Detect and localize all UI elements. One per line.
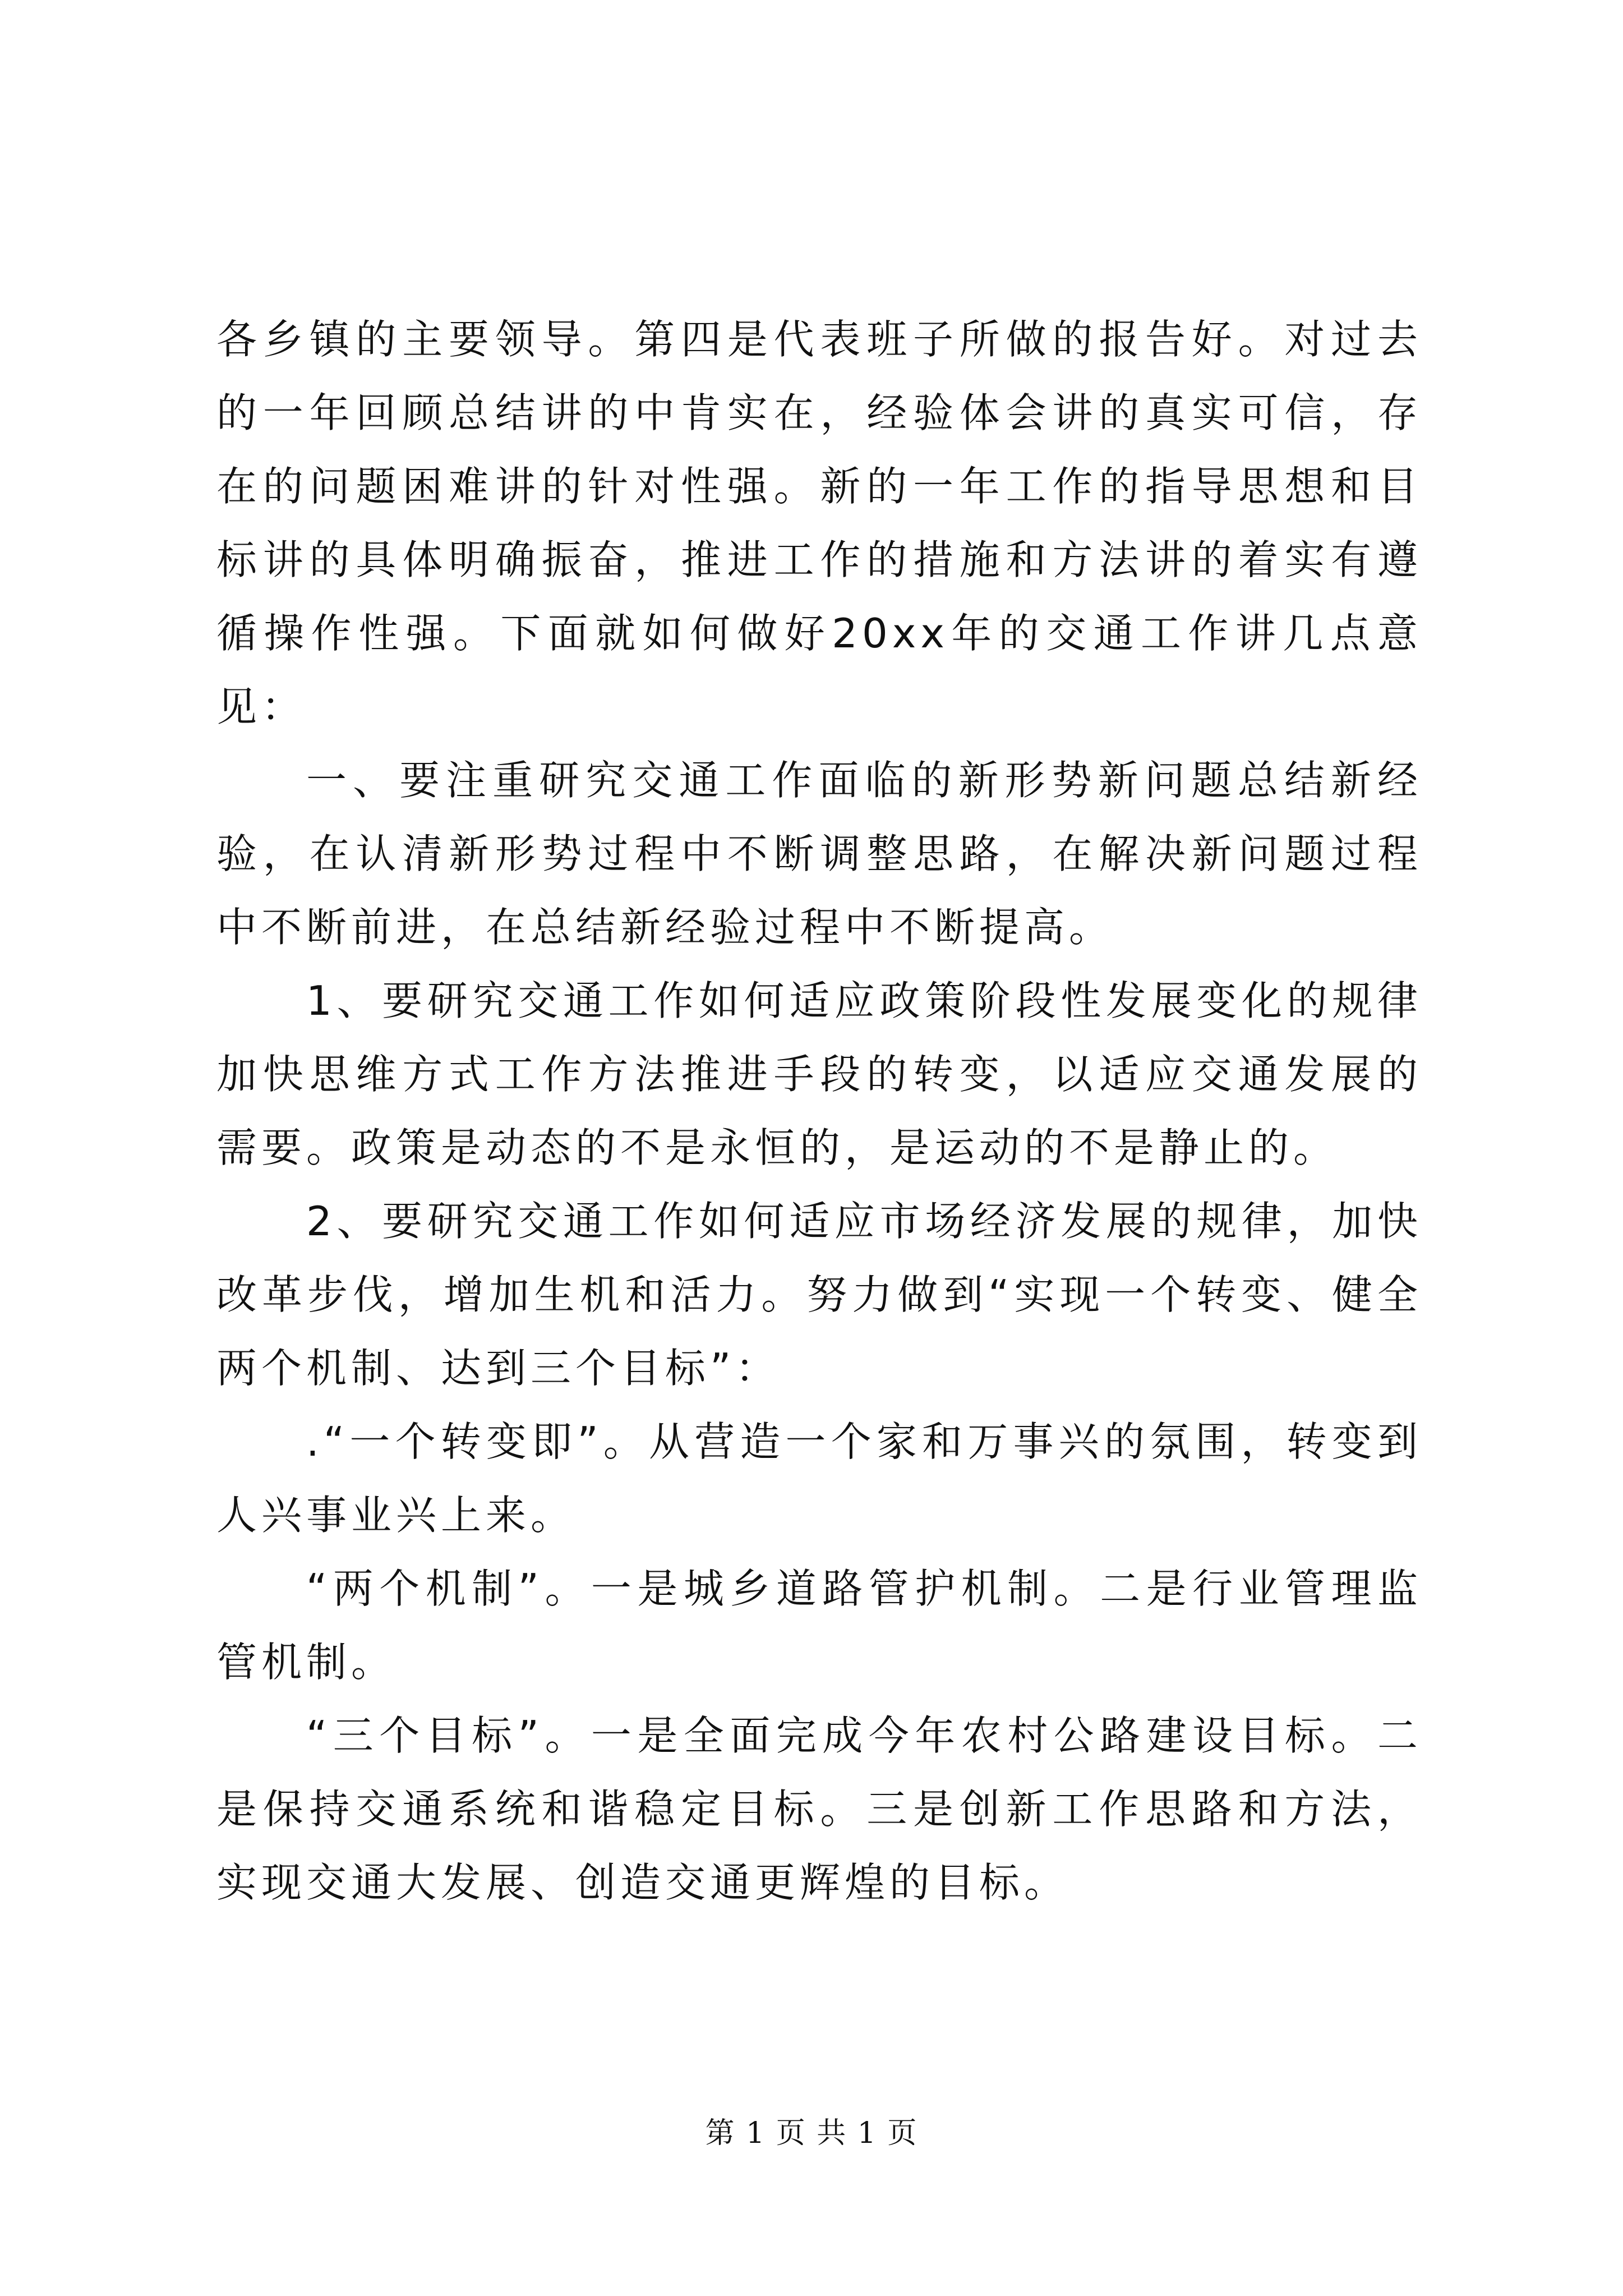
paragraph-section-one: 一、要注重研究交通工作面临的新形势新问题总结新经验，在认清新形势过程中不断调整思路，在解决新问题过程中不断前进，在总结新经验过程中不断提高。 <box>216 757 1422 951</box>
paragraph-one-transformation: .“一个转变即”。从营造一个家和万事兴的氛围，转变到人兴事业兴上来。 <box>216 1418 1422 1539</box>
document-body <box>216 303 1422 1920</box>
paragraph-item-one: 1、要研究交通工作如何适应政策阶段性发展变化的规律加快思维方式工作方法推进手段的转变，以适应交通发展的需要。政策是动态的不是永恒的，是运动的不是静止的。 <box>216 977 1422 1171</box>
paragraph-continuation: 各乡镇的主要领导。第四是代表班子所做的报告好。对过去的一年回顾总结讲的中肯实在，经验体会讲的真实可信，存在的问题困难讲的针对性强。新的一年工作的指导思想和目标讲的具体明确振奋，推进工作的措施和方法讲的着实有遵循操作性强。下面就如何做好20xx年的交通工作讲几点意见： <box>216 316 1422 730</box>
paragraph-two-mechanisms: “两个机制”。一是城乡道路管护机制。二是行业管理监管机制。 <box>216 1565 1422 1686</box>
paragraph-item-two: 2、要研究交通工作如何适应市场经济发展的规律，加快改革步伐，增加生机和活力。努力做到“实现一个转变、健全两个机制、达到三个目标”： <box>216 1198 1422 1392</box>
paragraph-three-goals: “三个目标”。一是全面完成今年农村公路建设目标。二是保持交通系统和谐稳定目标。三是创新工作思路和方法，实现交通大发展、创造交通更辉煌的目标。 <box>216 1712 1422 1906</box>
page-footer: 第 1 页 共 1 页 <box>705 2116 918 2150</box>
